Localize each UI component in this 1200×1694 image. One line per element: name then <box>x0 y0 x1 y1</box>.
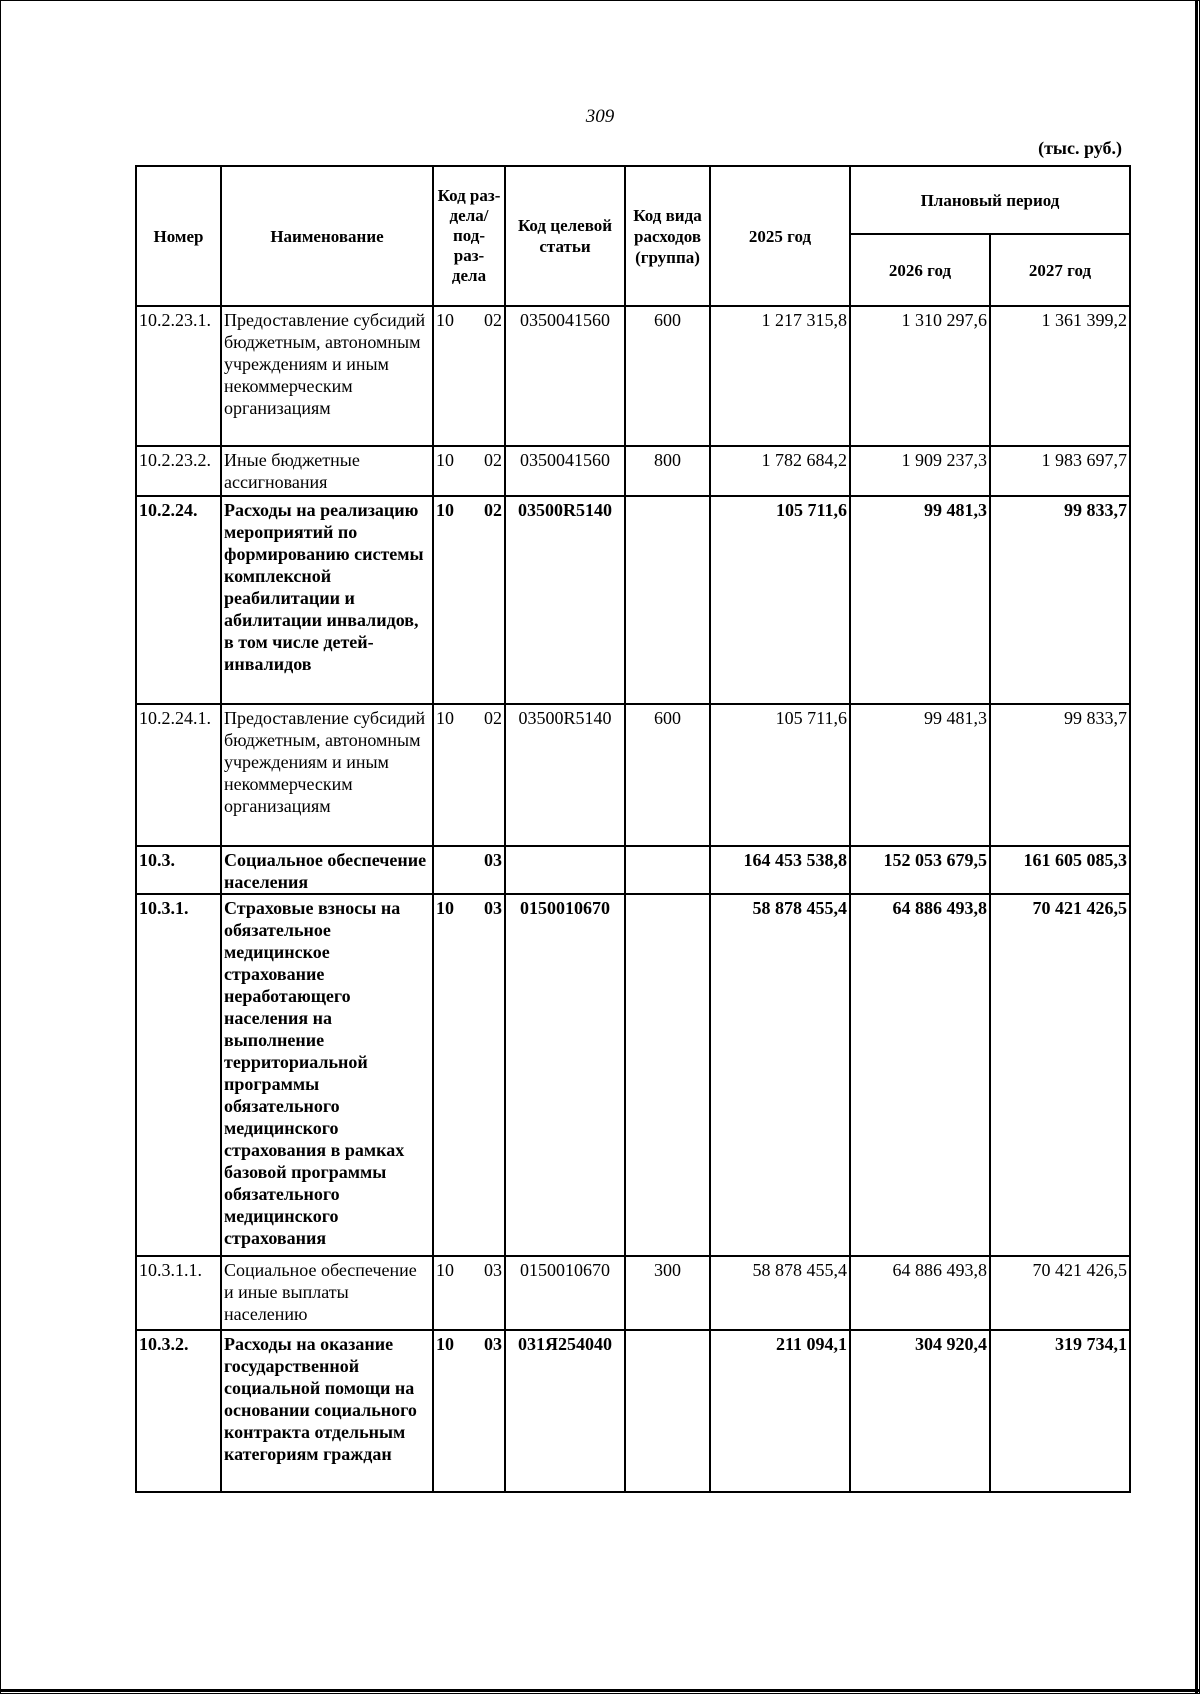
row-2025: 58 878 455,4 <box>710 1256 850 1330</box>
row-2027: 319 734,1 <box>990 1330 1130 1492</box>
table-row <box>136 446 1130 496</box>
row-number: 10.2.23.2. <box>136 446 221 496</box>
row-target: 0350041560 <box>505 446 625 496</box>
units-label: (тыс. руб.) <box>1038 138 1122 158</box>
header-name: Наименование <box>221 166 433 306</box>
row-number: 10.3. <box>136 846 221 894</box>
row-name: Социальное обеспечение и иные выплаты населению <box>221 1256 433 1330</box>
row-target <box>505 846 625 894</box>
row-target: 03500R5140 <box>505 704 625 846</box>
page-edge-bottom <box>0 1689 1200 1692</box>
row-type <box>625 496 710 704</box>
subsection-code: 03 <box>484 898 502 918</box>
header-number: Номер <box>136 166 221 306</box>
row-2025: 164 453 538,8 <box>710 846 850 894</box>
row-section <box>433 1256 505 1330</box>
row-section <box>433 1330 505 1492</box>
row-name: Расходы на реализацию мероприятий по формированию системы комплексной реабилитации и абилитации инвалидов, в том числе детей-инвалидов <box>221 496 433 704</box>
table-row <box>136 306 1130 446</box>
header-expense-type: Код вида расходов (группа) <box>625 166 710 306</box>
row-2027: 99 833,7 <box>990 496 1130 704</box>
page-number: 309 <box>585 106 615 127</box>
subsection-code: 03 <box>484 1260 502 1280</box>
table-row <box>136 496 1130 704</box>
row-2026: 1 909 237,3 <box>850 446 990 496</box>
header-target: Код целевой статьи <box>505 166 625 306</box>
row-2025: 105 711,6 <box>710 704 850 846</box>
row-type: 600 <box>625 704 710 846</box>
table-row <box>136 1256 1130 1330</box>
row-2026: 152 053 679,5 <box>850 846 990 894</box>
table-row <box>136 704 1130 846</box>
table-row <box>136 846 1130 894</box>
row-target: 031Я254040 <box>505 1330 625 1492</box>
subsection-code: 02 <box>484 708 502 728</box>
row-name: Страховые взносы на обязательное медицинское страхование неработающего населения на выполнение территориальной программы обязательного медицинского страхования в рамках базовой программы обязательного медицинского страхования <box>221 894 433 1256</box>
row-2025: 1 782 684,2 <box>710 446 850 496</box>
row-type <box>625 894 710 1256</box>
row-2027: 1 983 697,7 <box>990 446 1130 496</box>
header-planned-period: Плановый период <box>850 166 1130 234</box>
row-2026: 99 481,3 <box>850 704 990 846</box>
header-section: Код раз- дела/ под- раз- дела <box>433 166 505 306</box>
row-2025: 1 217 315,8 <box>710 306 850 446</box>
section-code: 10 <box>436 1334 454 1354</box>
row-section <box>433 496 505 704</box>
row-target: 0150010670 <box>505 1256 625 1330</box>
row-2026: 1 310 297,6 <box>850 306 990 446</box>
row-target: 0350041560 <box>505 306 625 446</box>
row-type: 300 <box>625 1256 710 1330</box>
row-type: 600 <box>625 306 710 446</box>
page-edge-right <box>1195 0 1198 1694</box>
row-2027: 70 421 426,5 <box>990 1256 1130 1330</box>
row-section <box>433 846 505 894</box>
row-type: 800 <box>625 446 710 496</box>
row-2027: 70 421 426,5 <box>990 894 1130 1256</box>
row-2025: 58 878 455,4 <box>710 894 850 1256</box>
row-number: 10.3.2. <box>136 1330 221 1492</box>
section-code: 10 <box>436 500 454 520</box>
row-2026: 64 886 493,8 <box>850 1256 990 1330</box>
row-target: 0150010670 <box>505 894 625 1256</box>
section-code: 10 <box>436 450 454 470</box>
row-2025: 105 711,6 <box>710 496 850 704</box>
row-2026: 64 886 493,8 <box>850 894 990 1256</box>
row-name: Предоставление субсидий бюджетным, автономным учреждениям и иным некоммерческим организациям <box>221 306 433 446</box>
row-section <box>433 306 505 446</box>
row-2026: 99 481,3 <box>850 496 990 704</box>
subsection-code: 03 <box>484 1334 502 1354</box>
row-name: Иные бюджетные ассигнования <box>221 446 433 496</box>
table-row <box>136 1330 1130 1492</box>
header-year-2027: 2027 год <box>990 234 1130 306</box>
subsection-code: 02 <box>484 450 502 470</box>
row-number: 10.2.23.1. <box>136 306 221 446</box>
table-row <box>136 894 1130 1256</box>
row-name: Социальное обеспечение населения <box>221 846 433 894</box>
row-2027: 99 833,7 <box>990 704 1130 846</box>
section-code: 10 <box>436 310 454 330</box>
budget-table <box>135 165 1131 1493</box>
section-code: 10 <box>436 1260 454 1280</box>
subsection-code: 02 <box>484 500 502 520</box>
section-code: 10 <box>436 708 454 728</box>
row-number: 10.3.1.1. <box>136 1256 221 1330</box>
header-year-2025: 2025 год <box>710 166 850 306</box>
row-target: 03500R5140 <box>505 496 625 704</box>
header-year-2026: 2026 год <box>850 234 990 306</box>
row-2026: 304 920,4 <box>850 1330 990 1492</box>
row-type <box>625 1330 710 1492</box>
row-number: 10.3.1. <box>136 894 221 1256</box>
row-section <box>433 446 505 496</box>
row-name: Предоставление субсидий бюджетным, автономным учреждениям и иным некоммерческим организациям <box>221 704 433 846</box>
row-section <box>433 704 505 846</box>
row-number: 10.2.24.1. <box>136 704 221 846</box>
section-code: 10 <box>436 898 454 918</box>
subsection-code: 02 <box>484 310 502 330</box>
row-2027: 161 605 085,3 <box>990 846 1130 894</box>
row-number: 10.2.24. <box>136 496 221 704</box>
row-2027: 1 361 399,2 <box>990 306 1130 446</box>
row-type <box>625 846 710 894</box>
subsection-code: 03 <box>484 850 502 870</box>
row-section <box>433 894 505 1256</box>
row-name: Расходы на оказание государственной социальной помощи на основании социального контракта отдельным категориям граждан <box>221 1330 433 1492</box>
row-2025: 211 094,1 <box>710 1330 850 1492</box>
